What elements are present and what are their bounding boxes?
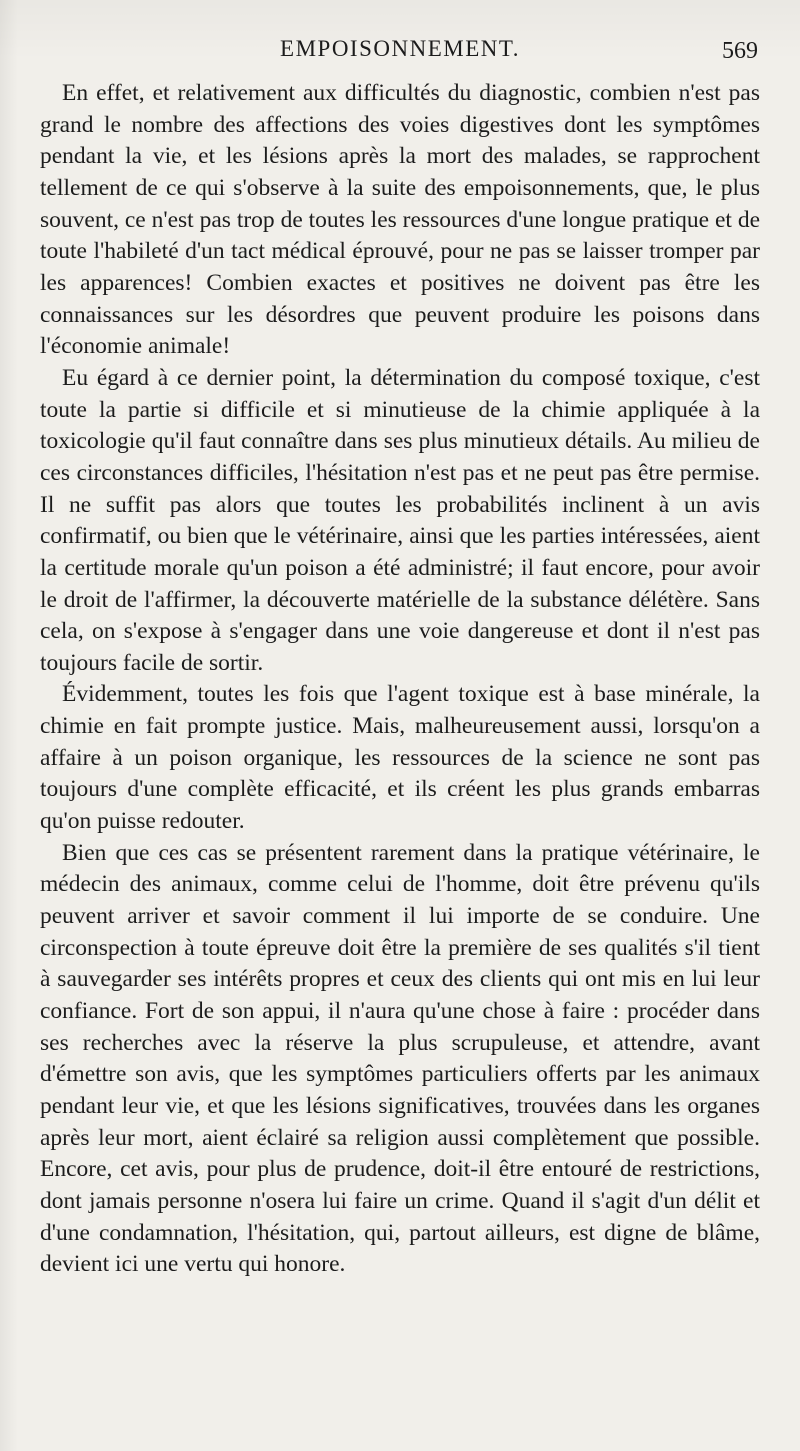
running-header: [40, 28, 760, 78]
page-number: 569: [722, 38, 758, 64]
body-text: [40, 78, 760, 1281]
paragraph-2: Eu égard à ce dernier point, la détermination du composé toxique, c'est toute la partie si difficile et si minutieuse de la chimie appliquée à la toxicologie qu'il faut connaître dans ses plus minutieux détails. Au milieu de ces circonstances difficiles, l'hésitation n'est pas et ne peut pas être permise. Il ne suffit pas alors que toutes les probabilités inclinent à un avis confirmatif, ou bien que le vétérinaire, ainsi que les parties intéressées, aient la certitude morale qu'un poison a été administré; il faut encore, pour avoir le droit de l'affirmer, la découverte matérielle de la substance délétère. Sans cela, on s'expose à s'engager dans une voie dangereuse et dont il n'est pas toujours facile de sortir.: [40, 364, 760, 676]
paragraph-1: En effet, et relativement aux difficultés du diagnostic, combien n'est pas grand le nombre des affections des voies digestives dont les symptômes pendant la vie, et les lésions après la mort des malades, se rapprochent tellement de ce qui s'observe à la suite des empoisonnements, que, le plus souvent, ce n'est pas trop de toutes les ressources d'une longue pratique et de toute l'habileté d'un tact médical éprouvé, pour ne pas se laisser tromper par les apparences! Combien exactes et positives ne doivent pas être les connaissances sur les désordres que peuvent produire les poisons dans l'économie animale!: [40, 80, 760, 360]
paragraph-4: Bien que ces cas se présentent rarement dans la pratique vétérinaire, le médecin des animaux, comme celui de l'homme, doit être prévenu qu'ils peuvent arriver et savoir comment il lui importe de se conduire. Une circonspection à toute épreuve doit être la première de ses qualités s'il tient à sauvegarder ses intérêts propres et ceux des clients qui ont mis en lui leur confiance. Fort de son appui, il n'aura qu'une chose à faire : procéder dans ses recherches avec la réserve la plus scrupuleuse, et attendre, avant d'émettre son avis, que les symptômes particuliers offerts par les animaux pendant leur vie, et que les lésions significatives, trouvées dans les organes après leur mort, aient éclairé sa religion aussi complètement que possible. Encore, cet avis, pour plus de prudence, doit-il être entouré de restrictions, dont jamais personne n'osera lui faire un crime. Quand il s'agit d'un délit et d'une condamnation, l'hésitation, qui, partout ailleurs, est digne de blâme, devient ici une vertu qui honore.: [40, 839, 760, 1278]
running-title: EMPOISONNEMENT.: [280, 36, 520, 61]
paragraph-3: Évidemment, toutes les fois que l'agent toxique est à base minérale, la chimie en fait prompte justice. Mais, malheureusement aussi, lorsqu'on a affaire à un poison organique, les ressources de la science ne sont pas toujours d'une complète efficacité, et ils créent les plus grands embarras qu'on puisse redouter.: [40, 681, 760, 835]
